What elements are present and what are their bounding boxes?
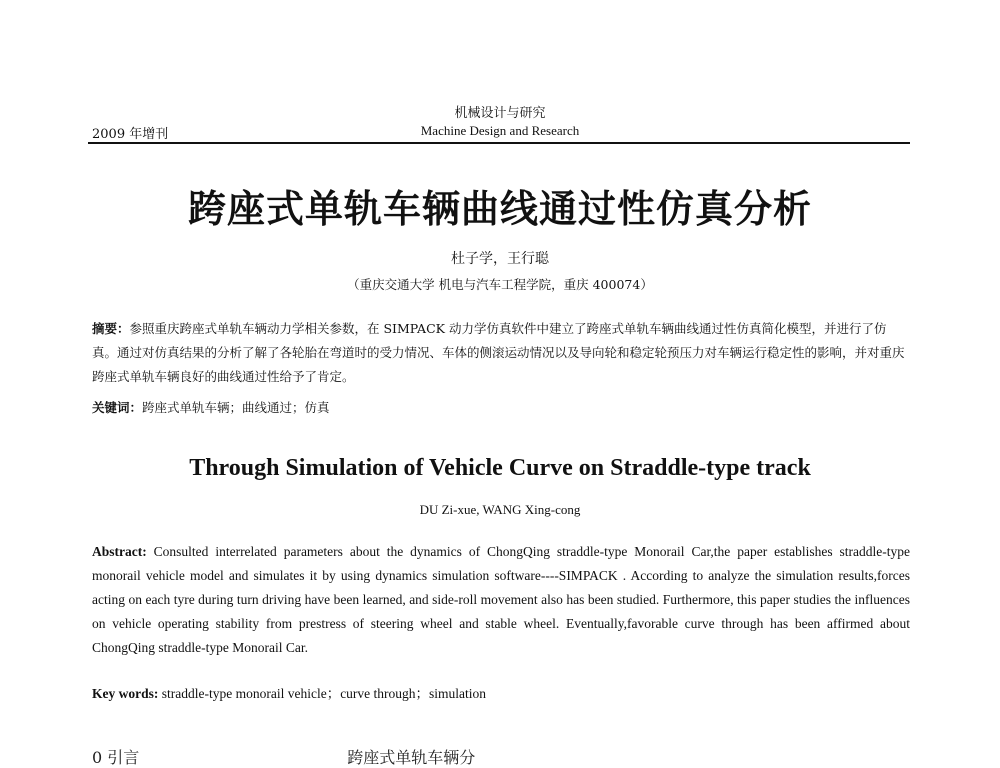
abstract-text-en: Consulted interrelated parameters about the dynamics of ChongQing straddle-type Monorail Car,the paper establishes straddle-type monorail vehicle model and simulates it by using dynamics simulation software----SIMPACK . According to analyze the simulation results,forces acting on each tyre during turn driving have been learned, and side-roll movement also has been studied. Furthermore, this paper studies the influences on vehicle operating stability from prestress of steering wheel and stable wheel. Eventually,favorable curve through has been affirmed about ChongQing straddle-type Monorail Car. (92, 544, 910, 655)
keywords-text-en: straddle-type monorail vehicle；curve through；simulation (158, 686, 487, 701)
abstract-label-cn: 摘要： (92, 321, 130, 336)
paper-title-en: Through Simulation of Vehicle Curve on Straddle-type track (189, 455, 811, 481)
authors-cn: 杜子学，王行聪 (451, 251, 549, 267)
authors-en: DU Zi-xue, WANG Xing-cong (419, 502, 581, 517)
header-rule (88, 142, 910, 144)
abstract-cn (92, 317, 910, 389)
issue-label: 2009 年增刊 (92, 127, 169, 142)
affiliation-cn: （重庆交通大学 机电与汽车工程学院，重庆 400074） (347, 277, 653, 292)
abstract-en (92, 540, 910, 660)
keywords-label-en: Key words: (92, 686, 159, 701)
keywords-cn (92, 398, 330, 416)
body-text-cutoff: 0 引言 跨座式单轨车辆分 (92, 748, 476, 767)
abstract-label-en: Abstract: (92, 544, 147, 559)
keywords-label-cn: 关键词： (92, 400, 143, 415)
journal-name-cn: 机械设计与研究 (454, 106, 546, 121)
keywords-text-cn: 跨座式单轨车辆；曲线通过；仿真 (142, 400, 330, 415)
paper-title-cn: 跨座式单轨车辆曲线通过性仿真分析 (187, 186, 812, 231)
abstract-text-cn: 参照重庆跨座式单轨车辆动力学相关参数，在 SIMPACK 动力学仿真软件中建立了跨座式单轨车辆曲线通过性仿真简化模型，并进行了仿真。通过对仿真结果的分析了解了各轮胎在弯道时的受力情况、车体的侧滚运动情况以及导向轮和稳定轮预压力对车辆运行稳定性的影响，并对重庆跨座式单轨车辆良好的曲线通过性给予了肯定。 (92, 321, 905, 384)
journal-name-en: Machine Design and Research (420, 123, 580, 138)
keywords-en (92, 682, 486, 702)
